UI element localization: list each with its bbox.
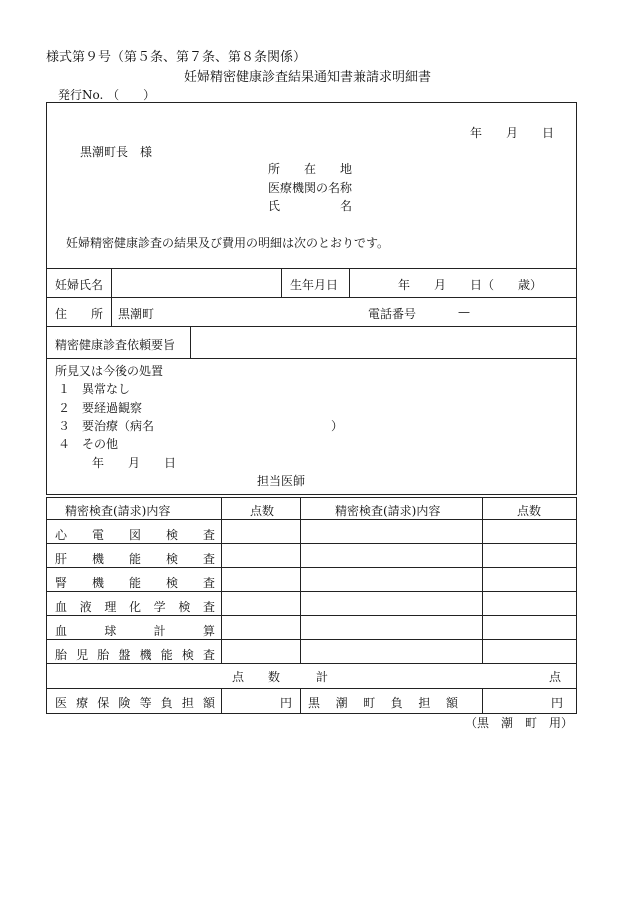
date-line: 年 月 日 (470, 126, 555, 140)
phone-label: 電話番号 (368, 307, 417, 321)
issue-number: 発行No. （ ） (58, 88, 156, 102)
exam-row-kidney: 腎機能検査 (55, 576, 215, 590)
phone-field[interactable]: — (458, 305, 470, 319)
addressee: 黒潮町長 様 (80, 145, 153, 159)
footer-label: （黒 潮 町 用） (465, 716, 574, 730)
request-field[interactable] (196, 330, 571, 355)
total-points-label: 点 数 計 (232, 670, 329, 684)
findings-date: 年 月 日 (92, 456, 177, 470)
exam-row-blood-count: 血球計算 (55, 624, 215, 638)
form-number: 様式第９号（第５条、第７条、第８条関係） (46, 50, 307, 65)
patient-name-field[interactable] (120, 272, 276, 292)
address-label: 住 所 (55, 307, 104, 321)
institution-label: 医療機関の名称 (268, 181, 353, 195)
finding-option-2[interactable]: ２ 要経過観察 (58, 401, 143, 415)
header-points: 点数 (250, 504, 275, 518)
finding-option-1[interactable]: １ 異常なし (58, 382, 131, 396)
header-exam-content: 精密検査(請求)内容 (65, 504, 171, 518)
exam-row-ecg: 心電図検査 (55, 528, 215, 542)
town-burden-label: 黒潮町負担額 (308, 696, 458, 710)
notice-text: 妊婦精密健康診査の結果及び費用の明細は次のとおりです。 (66, 236, 390, 250)
header-points-right: 点数 (517, 504, 542, 518)
finding-option-4[interactable]: ４ その他 (58, 437, 119, 451)
doctor-label: 担当医師 (257, 474, 306, 488)
exam-row-fetal-placental: 胎児胎盤機能検査 (55, 648, 215, 662)
finding-option-3[interactable]: ３ 要治療（病名 (58, 419, 155, 433)
exam-row-blood-chem: 血液理化学検査 (55, 600, 215, 614)
form-title: 妊婦精密健康診査結果通知書兼請求明細書 (184, 70, 432, 85)
location-label: 所 在 地 (268, 162, 353, 176)
request-label: 精密健康診査依頼要旨 (55, 338, 176, 352)
insurance-burden-unit: 円 (280, 696, 293, 710)
finding-close-paren: ） (331, 419, 344, 433)
patient-name-label: 妊婦氏名 (55, 278, 104, 292)
name-label: 氏 名 (268, 199, 353, 213)
exam-row-liver: 肝機能検査 (55, 552, 215, 566)
birth-date-field[interactable]: 年 月 日（ 歳） (398, 278, 543, 292)
town-burden-unit: 円 (551, 696, 564, 710)
birth-label: 生年月日 (290, 278, 339, 292)
total-points-unit: 点 (549, 670, 562, 684)
header-exam-content-right: 精密検査(請求)内容 (335, 504, 441, 518)
findings-heading: 所見又は今後の処置 (55, 364, 164, 378)
address-field[interactable]: 黒潮町 (118, 307, 155, 321)
insurance-burden-label: 医療保険等負担額 (55, 696, 215, 710)
